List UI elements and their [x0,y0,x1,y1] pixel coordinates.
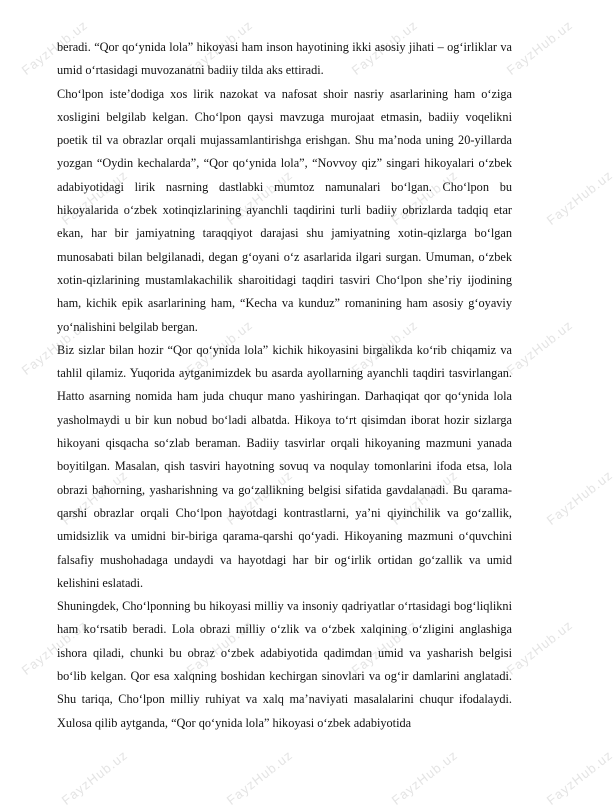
watermark-text: FayzHub.uz [388,167,461,228]
watermark-text: FayzHub.uz [18,317,91,378]
watermark-text: FayzHub.uz [388,467,461,528]
document-body [57,36,512,735]
paragraph-1: beradi. “Qor qo‘ynida lola” hikoyasi ham inson hayotining ikki asosiy jihati – og‘irliklar va umid o‘rtasidagi muvozanatni badiiy tilda aks ettiradi. [57,40,512,78]
watermark-text: FayzHub.uz [223,467,296,528]
watermark-text: FayzHub.uz [183,317,256,378]
watermark-text: FayzHub.uz [183,617,256,678]
paragraph-4: Shuningdek, Cho‘lponning bu hikoyasi milliy va insoniy qadriyatlar o‘rtasidagi bog‘liqlikni ham ko‘rsatib beradi. Lola obrazi milliy o‘zlik va o‘zbek xalqining o‘zligini anglashiga ishora qiladi, chunki bu obraz o‘zbek adabiyotida qadimdan umid va yasharish belgisi bo‘lib kelgan. Qor esa xalqning boshidan kechirgan sinovlari va og‘ir damlarini anglatadi. Shu tariqa, Cho‘lpon milliy ruhiyat va xalq ma’naviyati masalalarini chuqur ifodalaydi. Xulosa qilib aytganda, “Qor qo‘ynida lola” hikoyasi o‘zbek adabiyotida [57,599,512,730]
watermark-text: FayzHub.uz [223,747,296,808]
watermark-text: FayzHub.uz [58,747,131,808]
watermark-text: FayzHub.uz [503,317,576,378]
watermark-text: FayzHub.uz [348,317,421,378]
watermark-text: FayzHub.uz [58,467,131,528]
watermark-text: FayzHub.uz [18,17,91,78]
watermark-text: FayzHub.uz [543,747,616,808]
watermark-text: FayzHub.uz [503,17,576,78]
watermark-text: FayzHub.uz [543,467,616,528]
paragraph-2: Cho‘lpon iste’dodiga xos lirik nazokat va nafosat shoir nasriy asarlarining ham o‘ziga xosligini belgilab kelgan. Cho‘lpon qaysi mavzuga murojaat etmasin, badiiy voqelikni poetik til va obrazlar orqali mujassamlantirishga erishgan. Shu ma’noda uning 20-yillarda yozgan “Oydin kechalarda”, “Qor qo‘ynida lola”, “Novvoy qiz” singari hikoyalari o‘zbek adabiyotidagi lirik nasrning dastlabki mumtoz namunalari bo‘lgan. Cho‘lpon bu hikoyalarida o‘zbek xotinqizlarining ayanchli taqdirini turli badiiy obrizlarda tadqiq etar ekan, har bir jamiyatning taraqqiyot darajasi shu jamiyatning xotin-qizlarga bo‘lgan munosabati bilan belgilanadi, degan g‘oyani o‘z asarlarida ilgari surgan. Umuman, o‘zbek xotin-qizlarining mustamlakachilik sharoitidagi taqdiri tasviri Cho‘lpon she’riy ijodining ham, kichik epik asarlarining ham, “Kecha va kunduz” romanining ham asosiy g‘oyaviy yo‘nalishini belgilab bergan. [57,86,512,334]
paragraph-3: Biz sizlar bilan hozir “Qor qo‘ynida lola” kichik hikoyasini birgalikda ko‘rib chiqamiz va tahlil qilamiz. Yuqorida aytganimizdek bu asarda ayollarning ayanchli taqdiri tasvirlangan. Hatto asarning nomida ham juda chuqur mano yashiringan. Darhaqiqat qor qo‘ynida lola yasholmaydi u bir kun nobud bo‘ladi albatda. Hikoya to‘rt qisimdan iborat hozir sizlarga hikoyani qisqacha so‘zlab beraman. Badiiy tasvirlar orqali hikoyaning mazmuni yanada boyitilgan. Masalan, qish tasviri hayotning sovuq va noqulay tomonlarini ifoda etsa, lola obrazi bahorning, yasharishning va go‘zallikning belgisi sifatida gavdalanadi. Bu qarama-qarshi obrazlar orqali Cho‘lpon hayotdagi kontrastlarni, ya’ni qiyinchilik va go‘zallik, umidsizlik va umidni bir-biriga qarama-qarshi qo‘yadi. Hikoyaning mazmuni o‘quvchini falsafiy mushohadaga undaydi va hayotdagi har bir og‘irlik ortidan go‘zallik va umid kelishini eslatadi. [57,342,512,590]
watermark-text: FayzHub.uz [388,747,461,808]
watermark-text: FayzHub.uz [183,17,256,78]
watermark-text: FayzHub.uz [543,167,616,228]
watermark-text: FayzHub.uz [348,617,421,678]
watermark-text: FayzHub.uz [348,17,421,78]
watermark-text: FayzHub.uz [18,617,91,678]
watermark-text: FayzHub.uz [223,167,296,228]
watermark-text: FayzHub.uz [58,167,131,228]
watermark-text: FayzHub.uz [503,617,576,678]
